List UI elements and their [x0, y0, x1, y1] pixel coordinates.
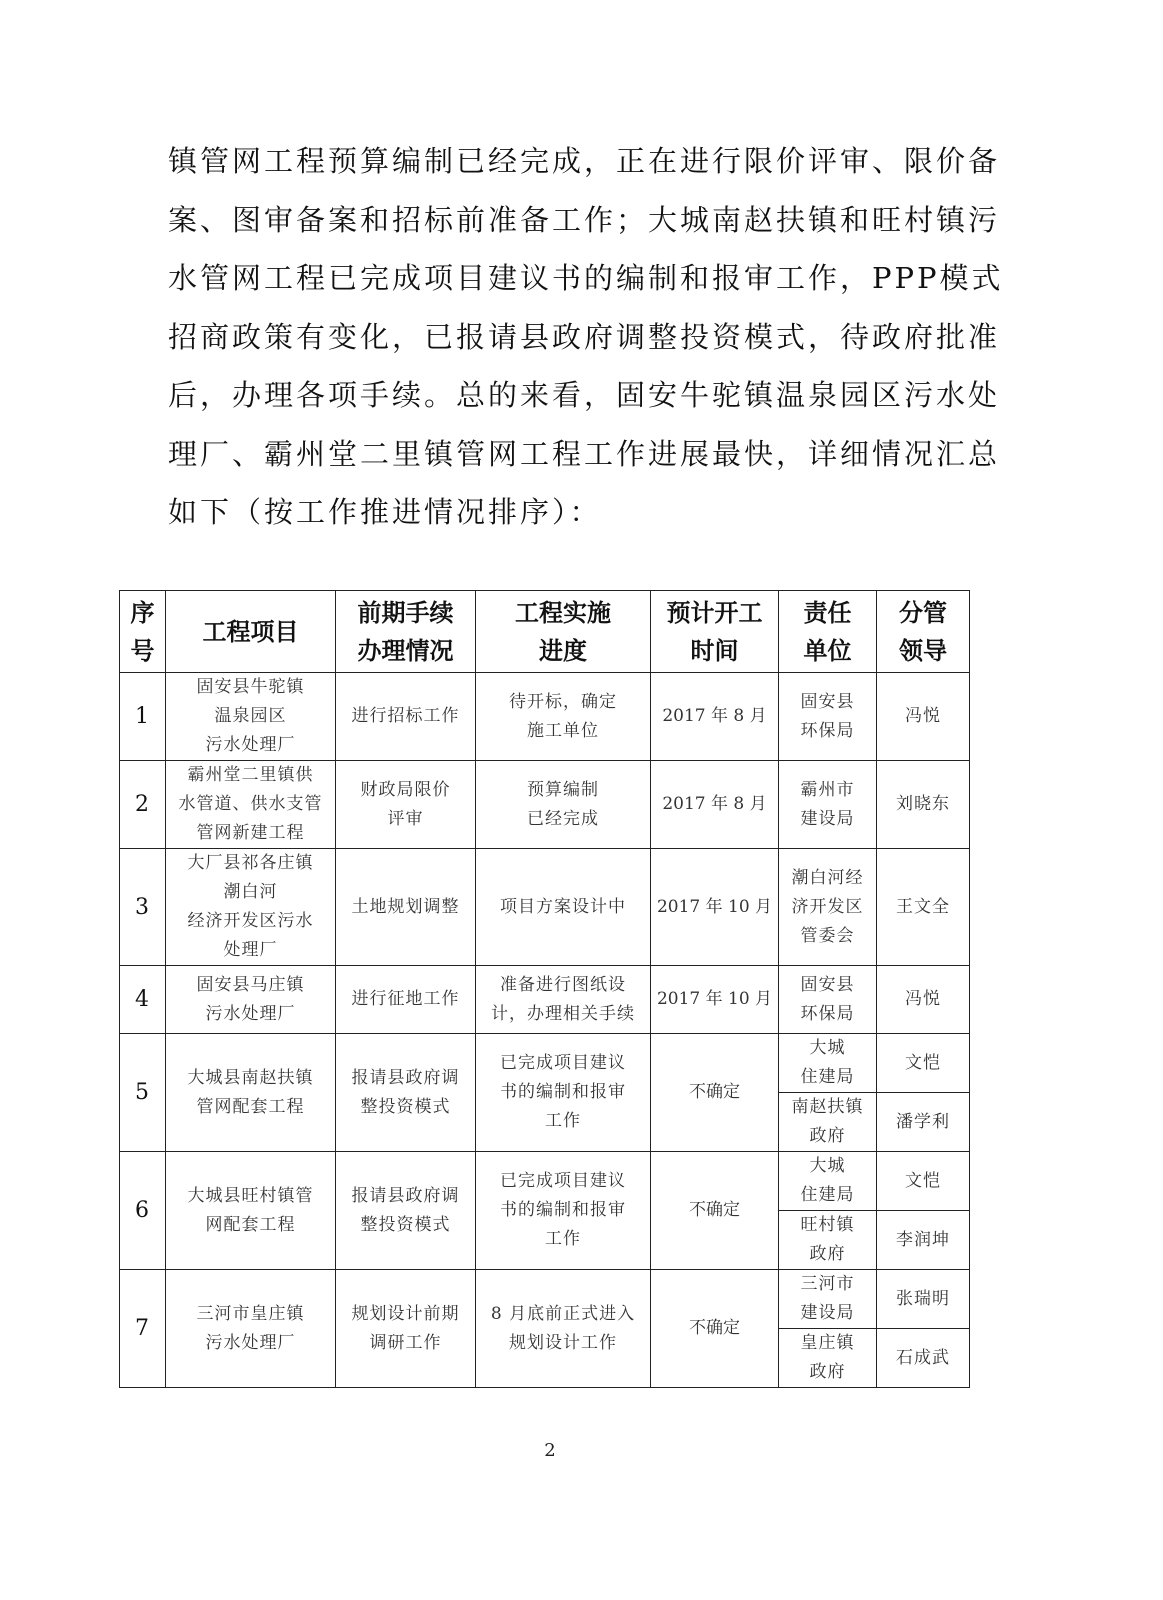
row-start-time: 2017 年 10 月 [651, 849, 779, 966]
row-progress [476, 1152, 651, 1270]
row-leader: 冯悦 [877, 966, 970, 1034]
row-project [166, 849, 336, 966]
cell-line: 环保局 [800, 1003, 855, 1024]
row-start-time: 不确定 [651, 1152, 779, 1270]
cell-line: 评审 [387, 808, 424, 829]
cell-line: 固安县 [800, 691, 855, 712]
cell-line: 水管道、供水支管 [178, 794, 323, 814]
header-start-time [651, 591, 779, 673]
row-start-time: 2017 年 8 月 [651, 673, 779, 761]
paragraph-line: 招商政策有变化，已报请县政府调整投资模式，待政府批准 [168, 319, 1001, 354]
row-procedures [336, 1034, 476, 1152]
table-row [120, 673, 970, 761]
cell-line: 大城 [809, 1038, 846, 1058]
header-procedures [336, 591, 476, 673]
cell-line: 温泉园区 [214, 706, 287, 726]
row-progress [476, 673, 651, 761]
table-row [120, 1152, 970, 1211]
row-progress [476, 849, 651, 966]
paragraph-line: 镇管网工程预算编制已经完成，正在进行限价评审、限价备 [168, 144, 1001, 178]
cell-line: 土地规划调整 [351, 896, 460, 917]
row-leader: 潘学利 [877, 1093, 970, 1152]
cell-line: 霸州市 [800, 779, 855, 800]
row-unit [779, 849, 877, 966]
row-unit [779, 1211, 877, 1270]
row-project [166, 1270, 336, 1388]
paragraph-line: 如下（按工作推进情况排序）： [168, 495, 602, 529]
row-procedures [336, 761, 476, 849]
cell-line: 调研工作 [369, 1332, 442, 1353]
cell-line: 潮白河 [223, 882, 278, 902]
row-procedures [336, 966, 476, 1034]
cell-line: 书的编制和报审 [500, 1200, 626, 1220]
row-unit [779, 1152, 877, 1211]
cell-line: 政府 [809, 1244, 846, 1264]
cell-line: 固安县 [800, 974, 855, 995]
cell-line: 整投资模式 [360, 1096, 451, 1117]
row-seq: 4 [120, 966, 166, 1034]
header-leader [877, 591, 970, 673]
cell-line: 大厂县祁各庄镇 [187, 853, 314, 873]
cell-line: 报请县政府调 [351, 1067, 460, 1088]
header-responsible-unit [779, 591, 877, 673]
row-progress [476, 1270, 651, 1388]
cell-line: 已经完成 [527, 808, 599, 829]
table-row [120, 1270, 970, 1329]
header-leader-line: 分管 [899, 598, 947, 627]
row-procedures [336, 1152, 476, 1270]
row-start-time: 不确定 [651, 1034, 779, 1152]
cell-line: 大城 [809, 1156, 846, 1176]
cell-line: 污水处理厂 [205, 1332, 296, 1353]
row-unit [779, 1034, 877, 1093]
paragraph-line: 水管网工程已完成项目建议书的编制和报审工作，PPP模式 [168, 261, 1004, 295]
row-project [166, 1034, 336, 1152]
row-start-time: 2017 年 10 月 [651, 966, 779, 1034]
row-procedures [336, 849, 476, 966]
cell-line: 南赵扶镇 [791, 1097, 864, 1117]
cell-line: 三河市 [800, 1274, 855, 1294]
row-unit [779, 1270, 877, 1329]
cell-line: 规划设计前期 [351, 1303, 460, 1324]
row-seq: 2 [120, 761, 166, 849]
cell-line: 管委会 [800, 925, 855, 946]
cell-line: 报请县政府调 [351, 1185, 460, 1206]
cell-line: 潮白河经 [791, 867, 864, 888]
header-unit-line: 责任 [803, 598, 852, 627]
cell-line: 计，办理相关手续 [491, 1003, 635, 1024]
cell-line: 污水处理厂 [205, 735, 296, 755]
row-leader: 李润坤 [877, 1211, 970, 1270]
row-unit [779, 1329, 877, 1388]
row-unit [779, 761, 877, 849]
cell-line: 济开发区 [791, 896, 864, 917]
table-header-row [120, 591, 970, 673]
cell-line: 待开标，确定 [509, 691, 617, 712]
table-row [120, 966, 970, 1034]
row-progress [476, 1034, 651, 1152]
header-unit-line: 单位 [803, 636, 852, 665]
header-progress-line: 进度 [539, 636, 587, 665]
header-seq [120, 591, 166, 673]
row-leader: 文恺 [877, 1152, 970, 1211]
header-progress [476, 591, 651, 673]
cell-line: 进行招标工作 [351, 706, 460, 726]
row-unit [779, 673, 877, 761]
cell-line: 准备进行图纸设 [500, 974, 626, 995]
row-project [166, 761, 336, 849]
row-leader: 冯悦 [877, 673, 970, 761]
cell-line: 财政局限价 [360, 779, 451, 800]
cell-line: 政府 [809, 1126, 846, 1146]
row-unit [779, 1093, 877, 1152]
table-row [120, 1034, 970, 1093]
paragraph-line: 理厂、霸州堂二里镇管网工程工作进展最快，详细情况汇总 [168, 436, 1001, 471]
paragraph-line: 案、图审备案和招标前准备工作；大城南赵扶镇和旺村镇污 [168, 202, 1001, 237]
row-seq: 1 [120, 673, 166, 761]
page-number: 2 [544, 1440, 556, 1461]
row-seq: 6 [120, 1152, 166, 1270]
cell-line: 住建局 [800, 1067, 855, 1087]
cell-line: 工作 [545, 1111, 581, 1131]
header-seq-line: 序 [130, 598, 155, 627]
row-seq: 3 [120, 849, 166, 966]
cell-line: 固安县牛驼镇 [196, 677, 305, 697]
row-leader: 石成武 [877, 1329, 970, 1388]
row-unit [779, 966, 877, 1034]
cell-line: 霸州堂二里镇供 [187, 765, 314, 785]
cell-line: 已完成项目建议 [500, 1053, 626, 1073]
row-project [166, 966, 336, 1034]
project-table [119, 590, 970, 1388]
cell-line: 旺村镇 [800, 1215, 855, 1235]
cell-line: 三河市皇庄镇 [196, 1303, 305, 1324]
cell-line: 皇庄镇 [800, 1333, 855, 1353]
row-leader: 张瑞明 [877, 1270, 970, 1329]
header-project [166, 591, 336, 673]
table-row [120, 761, 970, 849]
header-project-line: 工程项目 [202, 617, 299, 646]
paragraph-line: 后，办理各项手续。总的来看，固安牛驼镇温泉园区污水处 [168, 378, 1001, 412]
cell-line: 工作 [545, 1229, 581, 1249]
row-start-time: 不确定 [651, 1270, 779, 1388]
cell-line: 大城县南赵扶镇 [187, 1067, 314, 1088]
header-procedures-line: 前期手续 [357, 598, 454, 627]
row-progress [476, 761, 651, 849]
cell-line: 网配套工程 [205, 1214, 296, 1235]
cell-line: 整投资模式 [360, 1214, 451, 1235]
cell-line: 管网新建工程 [196, 823, 305, 843]
cell-line: 项目方案设计中 [500, 896, 626, 917]
row-leader: 刘晓东 [877, 761, 970, 849]
row-procedures [336, 673, 476, 761]
header-seq-line: 号 [130, 636, 155, 665]
cell-line: 建设局 [800, 1303, 855, 1323]
cell-line: 施工单位 [527, 720, 599, 741]
header-start-line: 预计开工 [666, 598, 763, 627]
table-row [120, 849, 970, 966]
row-seq: 5 [120, 1034, 166, 1152]
cell-line: 进行征地工作 [351, 989, 460, 1009]
cell-line: 规划设计工作 [509, 1332, 617, 1353]
cell-line: 住建局 [800, 1185, 855, 1205]
row-leader: 王文全 [877, 849, 970, 966]
header-progress-line: 工程实施 [515, 598, 611, 627]
row-project [166, 1152, 336, 1270]
row-start-time: 2017 年 8 月 [651, 761, 779, 849]
row-procedures [336, 1270, 476, 1388]
cell-line: 环保局 [800, 720, 855, 741]
body-paragraph [168, 132, 1004, 542]
header-leader-line: 领导 [899, 636, 947, 665]
cell-line: 政府 [809, 1362, 846, 1382]
cell-line: 预算编制 [527, 779, 599, 800]
cell-line: 固安县马庄镇 [196, 974, 305, 995]
header-start-line: 时间 [690, 636, 739, 665]
cell-line: 污水处理厂 [205, 1003, 296, 1024]
cell-line: 大城县旺村镇管 [187, 1185, 314, 1206]
cell-line: 经济开发区污水 [187, 911, 314, 931]
row-leader: 文恺 [877, 1034, 970, 1093]
header-procedures-line: 办理情况 [357, 636, 454, 665]
cell-line: 处理厂 [223, 940, 278, 960]
cell-line: 建设局 [800, 808, 855, 829]
cell-line: 已完成项目建议 [500, 1171, 626, 1191]
row-progress [476, 966, 651, 1034]
cell-line: 管网配套工程 [196, 1096, 305, 1117]
cell-line: 书的编制和报审 [500, 1082, 626, 1102]
row-project [166, 673, 336, 761]
cell-line: 8 月底前正式进入 [490, 1303, 636, 1324]
row-seq: 7 [120, 1270, 166, 1388]
